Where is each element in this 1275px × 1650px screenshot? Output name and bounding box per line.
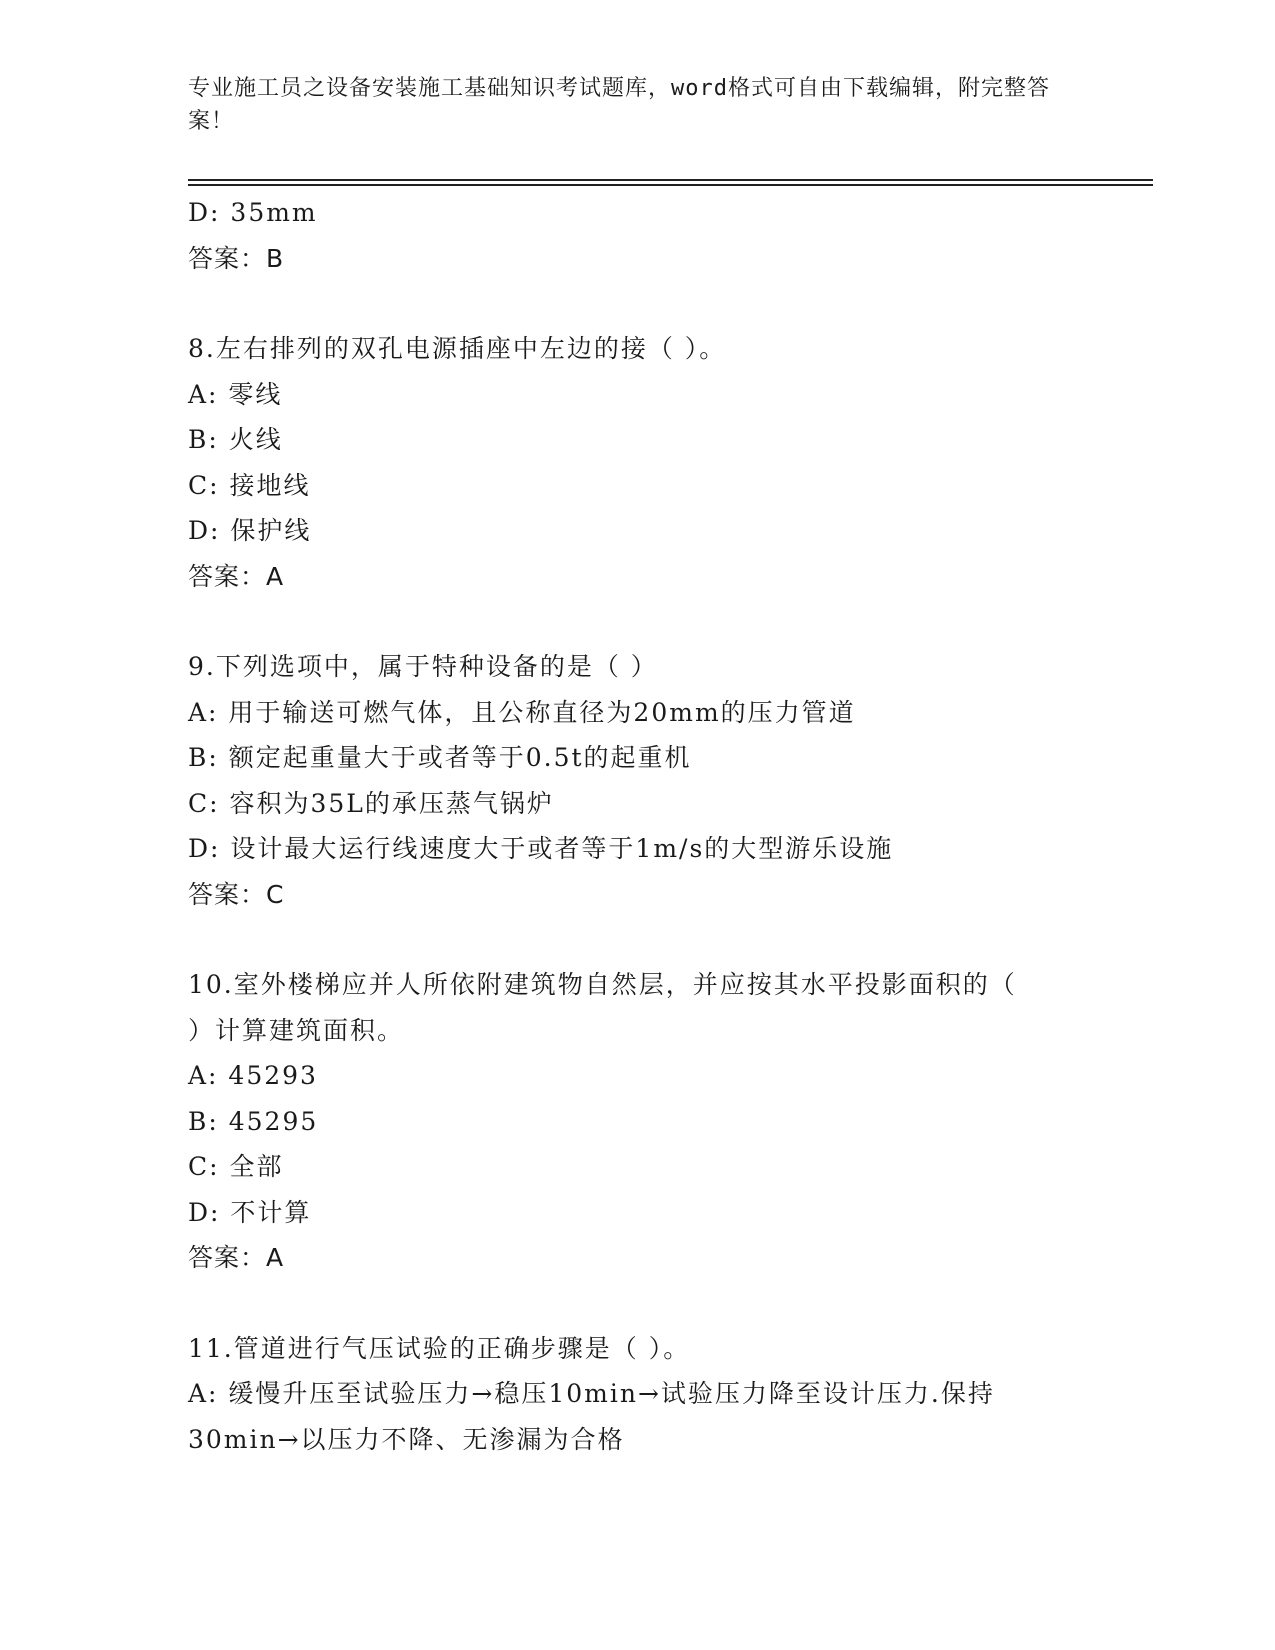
option-d: D: 保护线	[188, 516, 312, 545]
question-stem: 8.左右排列的双孔电源插座中左边的接（ ）。	[188, 334, 727, 363]
option-b: B: 火线	[188, 425, 283, 454]
option-c: C: 接地线	[188, 470, 311, 500]
page-header: 专业施工员之设备安装施工基础知识考试题库，word格式可自由下载编辑，附完整答案！	[188, 76, 1050, 134]
question-11	[188, 1326, 1068, 1463]
spacer	[188, 281, 1068, 326]
question-stem-line-1: 10.室外楼梯应并人所依附建筑物自然层，并应按其水平投影面积的（	[188, 970, 1017, 999]
question-10	[188, 962, 1068, 1281]
answer-line: 答案：A	[188, 561, 285, 591]
question-9	[188, 644, 1068, 917]
option-c: C: 容积为35L的承压蒸气锅炉	[188, 788, 554, 818]
option-c: C: 全部	[188, 1152, 284, 1181]
option-a: A: 零线	[188, 379, 283, 409]
spacer	[188, 599, 1068, 644]
option-a: A: 45293	[188, 1061, 318, 1090]
option-d: D: 设计最大运行线速度大于或者等于1m/s的大型游乐设施	[188, 834, 894, 863]
answer-line: 答案：B	[188, 243, 285, 273]
spacer	[188, 917, 1068, 962]
previous-question-tail	[188, 190, 1068, 281]
spacer	[188, 1281, 1068, 1326]
option-b: B: 额定起重量大于或者等于0.5t的起重机	[188, 743, 692, 772]
question-stem-line-2: ）计算建筑面积。	[188, 1015, 405, 1045]
question-list	[188, 190, 1068, 1462]
option-a: A: 用于输送可燃气体，且公称直径为20mm的压力管道	[188, 697, 856, 727]
question-stem: 11.管道进行气压试验的正确步骤是（ ）。	[188, 1333, 691, 1363]
option-b: B: 45295	[188, 1106, 319, 1136]
question-stem: 9.下列选项中，属于特种设备的是（ ）	[188, 652, 658, 681]
question-8	[188, 326, 1068, 599]
header-divider-top	[188, 179, 1153, 181]
option-a-line-2: 30min→以压力不降、无渗漏为合格	[188, 1424, 625, 1454]
answer-line: 答案：C	[188, 879, 285, 909]
answer-line: 答案：A	[188, 1243, 285, 1272]
option-d: D: 不计算	[188, 1197, 312, 1227]
option-a-line-1: A: 缓慢升压至试验压力→稳压10min→试验压力降至设计压力.保持	[188, 1379, 995, 1408]
header-divider-bottom	[188, 184, 1153, 186]
option-d: D: 35mm	[188, 198, 318, 227]
